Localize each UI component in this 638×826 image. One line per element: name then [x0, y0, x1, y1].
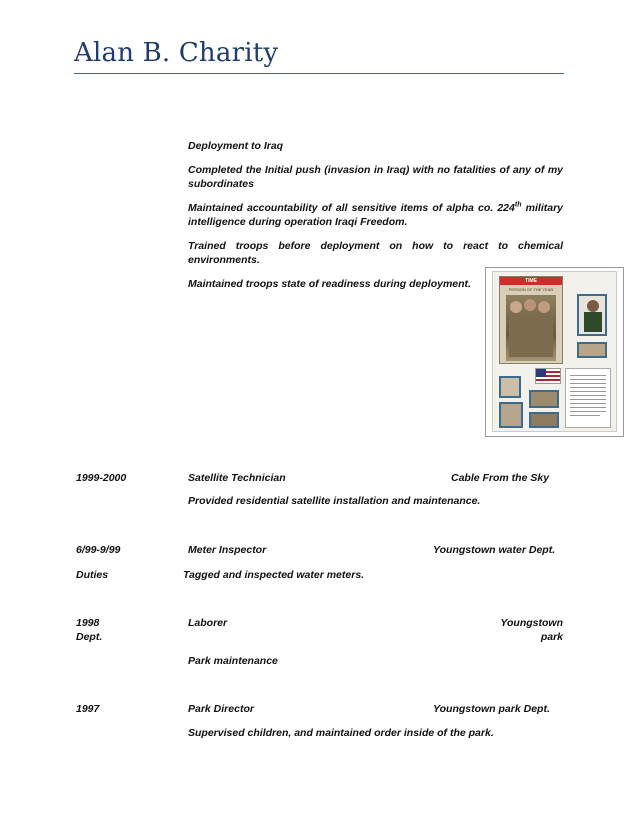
photo-lower-left-image — [499, 402, 523, 428]
photo-middle-image — [529, 390, 559, 408]
job-dates: 6/99-9/99 — [76, 544, 121, 556]
flag-image — [535, 368, 561, 384]
magazine-cover-image: TIME PERSON OF THE YEAR — [499, 276, 563, 364]
duties-label: Duties — [76, 569, 109, 581]
job-title: Satellite Technician — [188, 472, 286, 484]
job-description: Supervised children, and maintained order inside of the park. — [188, 727, 494, 739]
deployment-bullet-2: Maintained accountability of all sensitive items of alpha co. 224th military intelligence during operation Iraqi Freedom. — [188, 201, 563, 228]
deployment-bullet-3: Trained troops before deployment on how to react to chemical environments. — [188, 240, 563, 266]
job-dates: 1998 — [76, 617, 100, 629]
photo-left-image — [499, 376, 521, 398]
job-employer-continued: Dept. — [76, 631, 103, 643]
job-employer: Youngstown park Dept. — [433, 703, 550, 715]
certificate-image — [565, 368, 611, 428]
deployment-bullet-4: Maintained troops state of readiness during deployment. — [188, 278, 471, 290]
job-employer: Cable From the Sky — [451, 472, 550, 484]
display-board — [492, 271, 617, 432]
soldier-portrait-image — [577, 294, 607, 336]
job-title: Meter Inspector — [188, 544, 267, 556]
deployment-bullet-1: Completed the Initial push (invasion in Iraq) with no fatalities of any of my subordinates — [188, 164, 563, 190]
job-title: Laborer — [188, 617, 228, 629]
job-employer: Youngstown park — [500, 617, 563, 643]
header-rule — [74, 73, 564, 74]
job-dates: 1999-2000 — [76, 472, 127, 484]
job-description: Park maintenance — [188, 655, 278, 667]
job-employer: Youngstown water Dept. — [433, 544, 556, 556]
small-photo-image — [577, 342, 607, 358]
job-description: Tagged and inspected water meters. — [183, 569, 365, 581]
deployment-title: Deployment to Iraq — [188, 140, 284, 152]
resume-name: Alan B. Charity — [74, 38, 279, 68]
job-dates: 1997 — [76, 703, 100, 715]
photo-bottom-image — [529, 412, 559, 428]
job-description: Provided residential satellite installation and maintenance. — [188, 495, 481, 507]
job-title: Park Director — [188, 703, 254, 715]
deployment-photo — [485, 267, 624, 437]
